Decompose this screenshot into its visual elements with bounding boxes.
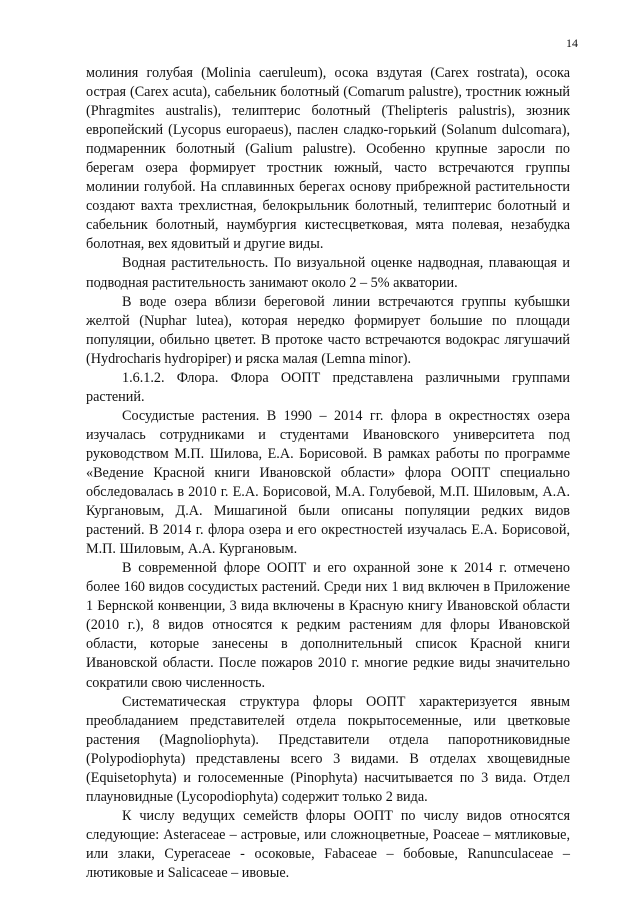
paragraph-flora-heading: 1.6.1.2. Флора. Флора ООПТ представлена различными группами растений. [86, 369, 570, 405]
paragraph-vascular-plants: Сосудистые растения. В 1990 – 2014 гг. флора в окрестностях озера изучалась сотрудниками и студентами Ивановского университета под руководством М.П. Шилова, Е.А. Борисовой. В рамках работы по программе «Ведение Красной книги Ивановской области» флора ООПТ специально обследовалась в 2010 г. Е.А. Борисовой, М.А. Голубевой, М.П. Шиловым, А.А. Кургановым, Д.А. Мишагиной были описаны популяции редких видов растений. В 2014 г. флора озера и его окрестностей изучалась Е.А. Борисовой, М.П. Шиловым, А.А. Кургановым. [86, 407, 570, 558]
paragraph-vegetation-species: молиния голубая (Molinia caeruleum), осока вздутая (Carex rostrata), осока острая (Carex acuta), сабельник болотный (Comarum palustre), тростник южный (Phragmites australis), телиптерис болотный (Thelipteris palustris), зюзник европейский (Lycopus europaeus), паслен сладко-горький (Solanum dulcomara), подмаренник болотный (Galium palustre). Особенно крупные заросли по берегам озера формирует тростник южный, часто встречаются группы молинии голубой. На сплавинных берегах основу прибрежной растительности создают вахта трехлистная, белокрыльник болотный, телиптерис болотный и сабельник болотный, наумбургия кистесцветковая, мята полевая, незабудка болотная, вех ядовитый и другие виды. [86, 65, 570, 253]
document-body [86, 64, 570, 883]
paragraph-modern-flora: В современной флоре ООПТ и его охранной зоне к 2014 г. отмечено более 160 видов сосудистых растений. Среди них 1 вид включен в Приложение 1 Бернской конвенции, 3 вида включены в Красную книгу Ивановской области (2010 г.), 8 видов относятся к редким растениям для флоры Ивановской области, которые занесены в дополнительный список Красной книги Ивановской области. После пожаров 2010 г. многие редкие виды значительно сократили свою численность. [86, 560, 570, 691]
paragraph-systematic-structure: Систематическая структура флоры ООПТ характеризуется явным преобладанием представителей отдела покрытосеменные, или цветковые растения (Magnoliophyta). Представители отдела папоротниковидные (Polypodiophyta) представлены всего 3 видами. В отделах хвощевидные (Equisetophyta) и голосеменные (Pinophyta) насчитывается по 3 вида. Отдел плауновидные (Lycopodiophyta) содержит только 2 вида. [86, 693, 570, 805]
paragraph-lake-water-plants: В воде озера вблизи береговой линии встречаются группы кубышки желтой (Nuphar lutea), которая нередко формирует большие по площади популяции, обильно цветет. В протоке часто встречаются водокрас лягушачий (Hydrocharis hydropiper) и ряска малая (Lemna minor). [86, 293, 570, 367]
paragraph-leading-families: К числу ведущих семейств флоры ООПТ по числу видов относятся следующие: Asteraceae – астровые, или сложноцветные, Poaceae – мятликовые, или злаки, Cyperaceae - осоковые, Fabaceae – бобовые, Ranunculaceae – лютиковые и Salicaceae – ивовые. [86, 807, 570, 881]
paragraph-aquatic-vegetation: Водная растительность. По визуальной оценке надводная, плавающая и подводная растительность занимают около 2 – 5% акватории. [86, 255, 570, 291]
page-number: 14 [566, 36, 578, 50]
